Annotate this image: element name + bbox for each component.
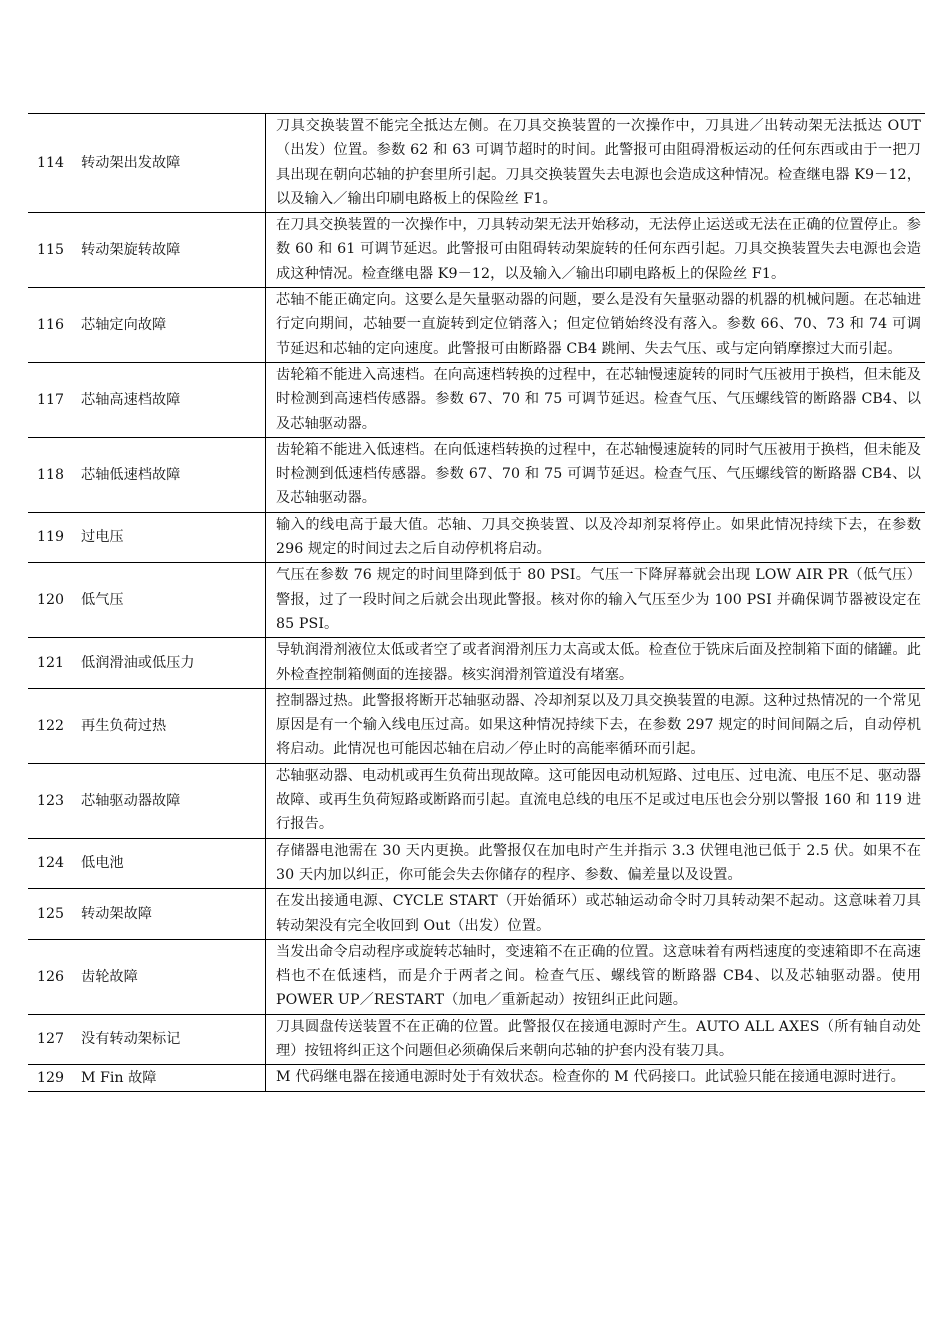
alarm-description: 芯轴不能正确定向。这要么是矢量驱动器的问题，要么是没有矢量驱动器的机器的机械问题。在芯轴进行定向期间，芯轴要一直旋转到定位销落入；但定位销始终没有落入。参数 66、70、73 和 74 可调节延迟和芯轴的定向速度。此警报可由断路器 CB4 跳闸、失去气压、或与定向销摩擦过大而引起。 (266, 288, 926, 363)
alarm-code: 118 (37, 466, 65, 483)
alarm-description: 控制器过热。此警报将断开芯轴驱动器、冷却剂泵以及刀具交换装置的电源。这种过热情况的一个常见原因是有一个输入线电压过高。如果这种情况持续下去，在参数 297 规定的时间间隔之后，自动停机将启动。此情况也可能因芯轴在启动／停止时的高能率循环而引起。 (266, 688, 926, 763)
alarm-description: M 代码继电器在接通电源时处于有效状态。检查你的 M 代码接口。此试验只能在接通电源时进行。 (266, 1065, 926, 1091)
alarm-row (28, 638, 925, 689)
alarm-description: 存储器电池需在 30 天内更换。此警报仅在加电时产生并指示 3.3 伏锂电池已低于 2.5 伏。如果不在 30 天内加以纠正，你可能会失去你储存的程序、参数、偏差量以及设置。 (266, 838, 926, 889)
alarm-table (28, 113, 925, 1092)
alarm-code: 122 (37, 717, 65, 734)
alarm-code-cell (28, 939, 266, 1014)
alarm-name: 再生负荷过热 (81, 717, 167, 734)
alarm-code-cell (28, 437, 266, 512)
alarm-code: 124 (37, 855, 65, 872)
alarm-code: 126 (37, 968, 65, 985)
alarm-description: 齿轮箱不能进入低速档。在向低速档转换的过程中，在芯轴慢速旋转的同时气压被用于换档，但未能及时检测到低速档传感器。参数 67、70 和 75 可调节延迟。检查气压、气压螺线管的断路器 CB4、以及芯轴驱动器。 (266, 437, 926, 512)
alarm-name: 低气压 (81, 592, 124, 609)
alarm-name: 芯轴高速档故障 (81, 391, 181, 408)
alarm-name: 齿轮故障 (81, 968, 138, 985)
alarm-description: 刀具圆盘传送装置不在正确的位置。此警报仅在接通电源时产生。AUTO ALL AXES（所有轴自动处理）按钮将纠正这个问题但必须确保后来朝向芯轴的护套内没有装刀具。 (266, 1014, 926, 1065)
alarm-code-cell (28, 512, 266, 563)
alarm-row (28, 1014, 925, 1065)
alarm-description: 在刀具交换装置的一次操作中，刀具转动架无法开始移动，无法停止运送或无法在正确的位置停止。参数 60 和 61 可调节延迟。此警报可由阻碍转动架旋转的任何东西引起。刀具交换装置失去电源也会造成这种情况。检查继电器 K9－12，以及输入／输出印刷电路板上的保险丝 F1。 (266, 213, 926, 288)
alarm-description: 在发出接通电源、CYCLE START（开始循环）或芯轴运动命令时刀具转动架不起动。这意味着刀具转动架没有完全收回到 Out（出发）位置。 (266, 889, 926, 940)
alarm-code-cell (28, 362, 266, 437)
alarm-table-body (28, 114, 925, 1092)
alarm-code-cell (28, 1014, 266, 1065)
alarm-row (28, 838, 925, 889)
alarm-name: 芯轴驱动器故障 (81, 792, 181, 809)
alarm-code-cell (28, 114, 266, 213)
alarm-code: 129 (37, 1069, 65, 1086)
alarm-code-cell (28, 288, 266, 363)
alarm-code-cell (28, 763, 266, 838)
alarm-row (28, 512, 925, 563)
alarm-code: 125 (37, 905, 65, 922)
alarm-name: 低电池 (81, 855, 124, 872)
alarm-description: 齿轮箱不能进入高速档。在向高速档转换的过程中，在芯轴慢速旋转的同时气压被用于换档，但未能及时检测到高速档传感器。参数 67、70 和 75 可调节延迟。检查气压、气压螺线管的断路器 CB4、以及芯轴驱动器。 (266, 362, 926, 437)
alarm-code: 114 (37, 154, 65, 171)
alarm-name: 过电压 (81, 529, 124, 546)
alarm-row (28, 114, 925, 213)
alarm-row (28, 437, 925, 512)
alarm-name: 芯轴定向故障 (81, 316, 167, 333)
alarm-code-cell (28, 688, 266, 763)
alarm-code: 115 (37, 241, 65, 258)
alarm-code-cell (28, 889, 266, 940)
alarm-description: 芯轴驱动器、电动机或再生负荷出现故障。这可能因电动机短路、过电压、过电流、电压不足、驱动器故障、或再生负荷短路或断路而引起。直流电总线的电压不足或过电压也会分别以警报 160 和 119 进行报告。 (266, 763, 926, 838)
alarm-description: 气压在参数 76 规定的时间里降到低于 80 PSI。气压一下降屏幕就会出现 LOW AIR PR（低气压）警报，过了一段时间之后就会出现此警报。核对你的输入气压至少为 100 PSI 并确保调节器被设定在 85 PSI。 (266, 563, 926, 638)
alarm-code-cell (28, 1065, 266, 1091)
alarm-name: 低润滑油或低压力 (81, 654, 195, 671)
alarm-description: 当发出命令启动程序或旋转芯轴时，变速箱不在正确的位置。这意味着有两档速度的变速箱即不在高速档也不在低速档，而是介于两者之间。检查气压、螺线管的断路器 CB4、以及芯轴驱动器。使用 POWER UP／RESTART（加电／重新起动）按钮纠正此问题。 (266, 939, 926, 1014)
alarm-code: 123 (37, 792, 65, 809)
alarm-row (28, 362, 925, 437)
document-page (28, 113, 925, 1092)
alarm-description: 输入的线电高于最大值。芯轴、刀具交换装置、以及冷却剂泵将停止。如果此情况持续下去，在参数 296 规定的时间过去之后自动停机将启动。 (266, 512, 926, 563)
alarm-name: 芯轴低速档故障 (81, 466, 181, 483)
alarm-name: 转动架旋转故障 (81, 241, 181, 258)
alarm-row (28, 889, 925, 940)
alarm-code-cell (28, 838, 266, 889)
alarm-description: 刀具交换装置不能完全抵达左侧。在刀具交换装置的一次操作中，刀具进／出转动架无法抵达 OUT（出发）位置。参数 62 和 63 可调节超时的时间。此警报可由阻碍滑板运动的任何东西或由于一把刀具出现在朝向芯轴的护套里所引起。刀具交换装置失去电源也会造成这种情况。检查继电器 K9－12，以及输入／输出印刷电路板上的保险丝 F1。 (266, 114, 926, 213)
alarm-row (28, 213, 925, 288)
alarm-row (28, 288, 925, 363)
alarm-name: 转动架故障 (81, 905, 152, 922)
alarm-row (28, 763, 925, 838)
alarm-name: 转动架出发故障 (81, 154, 181, 171)
alarm-code-cell (28, 638, 266, 689)
alarm-code: 116 (37, 316, 65, 333)
alarm-code: 117 (37, 391, 65, 408)
alarm-row (28, 563, 925, 638)
alarm-description: 导轨润滑剂液位太低或者空了或者润滑剂压力太高或太低。检查位于铣床后面及控制箱下面的储罐。此外检查控制箱侧面的连接器。核实润滑剂管道没有堵塞。 (266, 638, 926, 689)
alarm-code-cell (28, 213, 266, 288)
alarm-code-cell (28, 563, 266, 638)
alarm-row (28, 688, 925, 763)
alarm-name: M Fin 故障 (81, 1069, 157, 1086)
alarm-code: 119 (37, 529, 65, 546)
alarm-name: 没有转动架标记 (81, 1031, 181, 1048)
alarm-row (28, 1065, 925, 1091)
alarm-code: 127 (37, 1031, 65, 1048)
alarm-row (28, 939, 925, 1014)
alarm-code: 120 (37, 592, 65, 609)
alarm-code: 121 (37, 654, 65, 671)
